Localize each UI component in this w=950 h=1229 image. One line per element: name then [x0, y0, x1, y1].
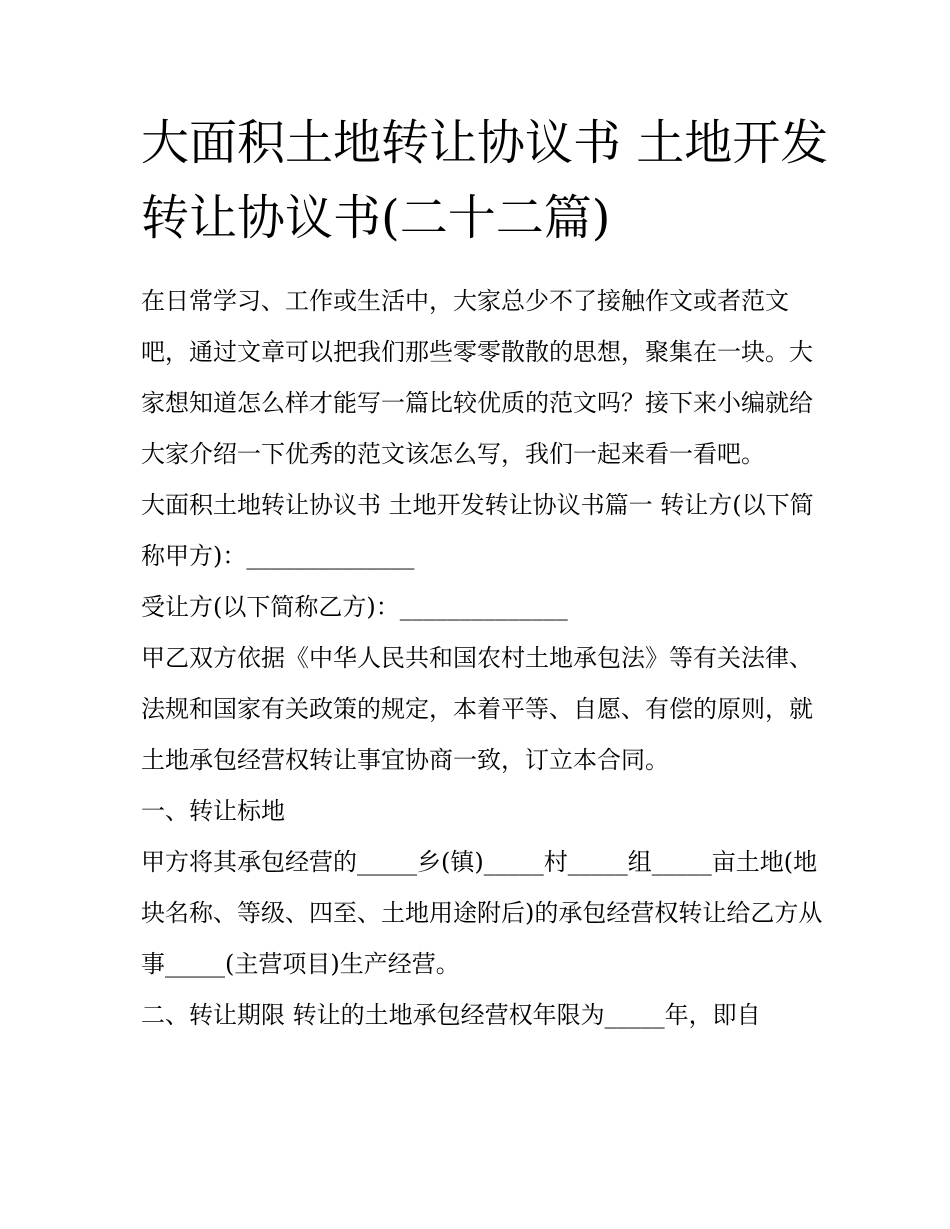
transferor-line: 大面积土地转让协议书 土地开发转让协议书篇一 转让方(以下简称甲方)：______________	[141, 491, 814, 570]
intro-paragraph: 在日常学习、工作或生活中，大家总少不了接触作文或者范文吧，通过文章可以把我们那些零零散散的思想，聚集在一块。大家想知道怎么样才能写一篇比较优质的范文吗？接下来小编就给大家介绍一下优秀的范文该怎么写，我们一起来看一看吧。	[141, 287, 813, 468]
section-heading-1: 一、转让标地	[141, 797, 285, 825]
document-title: 大面积土地转让协议书 土地开发转让协议书(二十二篇)	[141, 115, 829, 246]
section-2-paragraph: 二、转让期限 转让的土地承包经营权年限为_____年，即自	[141, 1001, 761, 1029]
document-body	[141, 276, 830, 1041]
basis-paragraph: 甲乙双方依据《中华人民共和国农村土地承包法》等有关法律、法规和国家有关政策的规定，本着平等、自愿、有偿的原则，就土地承包经营权转让事宜协商一致，订立本合同。	[141, 644, 813, 774]
transferee-line: 受让方(以下简称乙方)：______________	[141, 593, 568, 621]
section-1-paragraph: 甲方将其承包经营的_____乡(镇)_____村_____组_____亩土地(地块名称、等级、四至、土地用途附后)的承包经营权转让给乙方从事_____(主营项目)生产经营。	[141, 848, 823, 978]
